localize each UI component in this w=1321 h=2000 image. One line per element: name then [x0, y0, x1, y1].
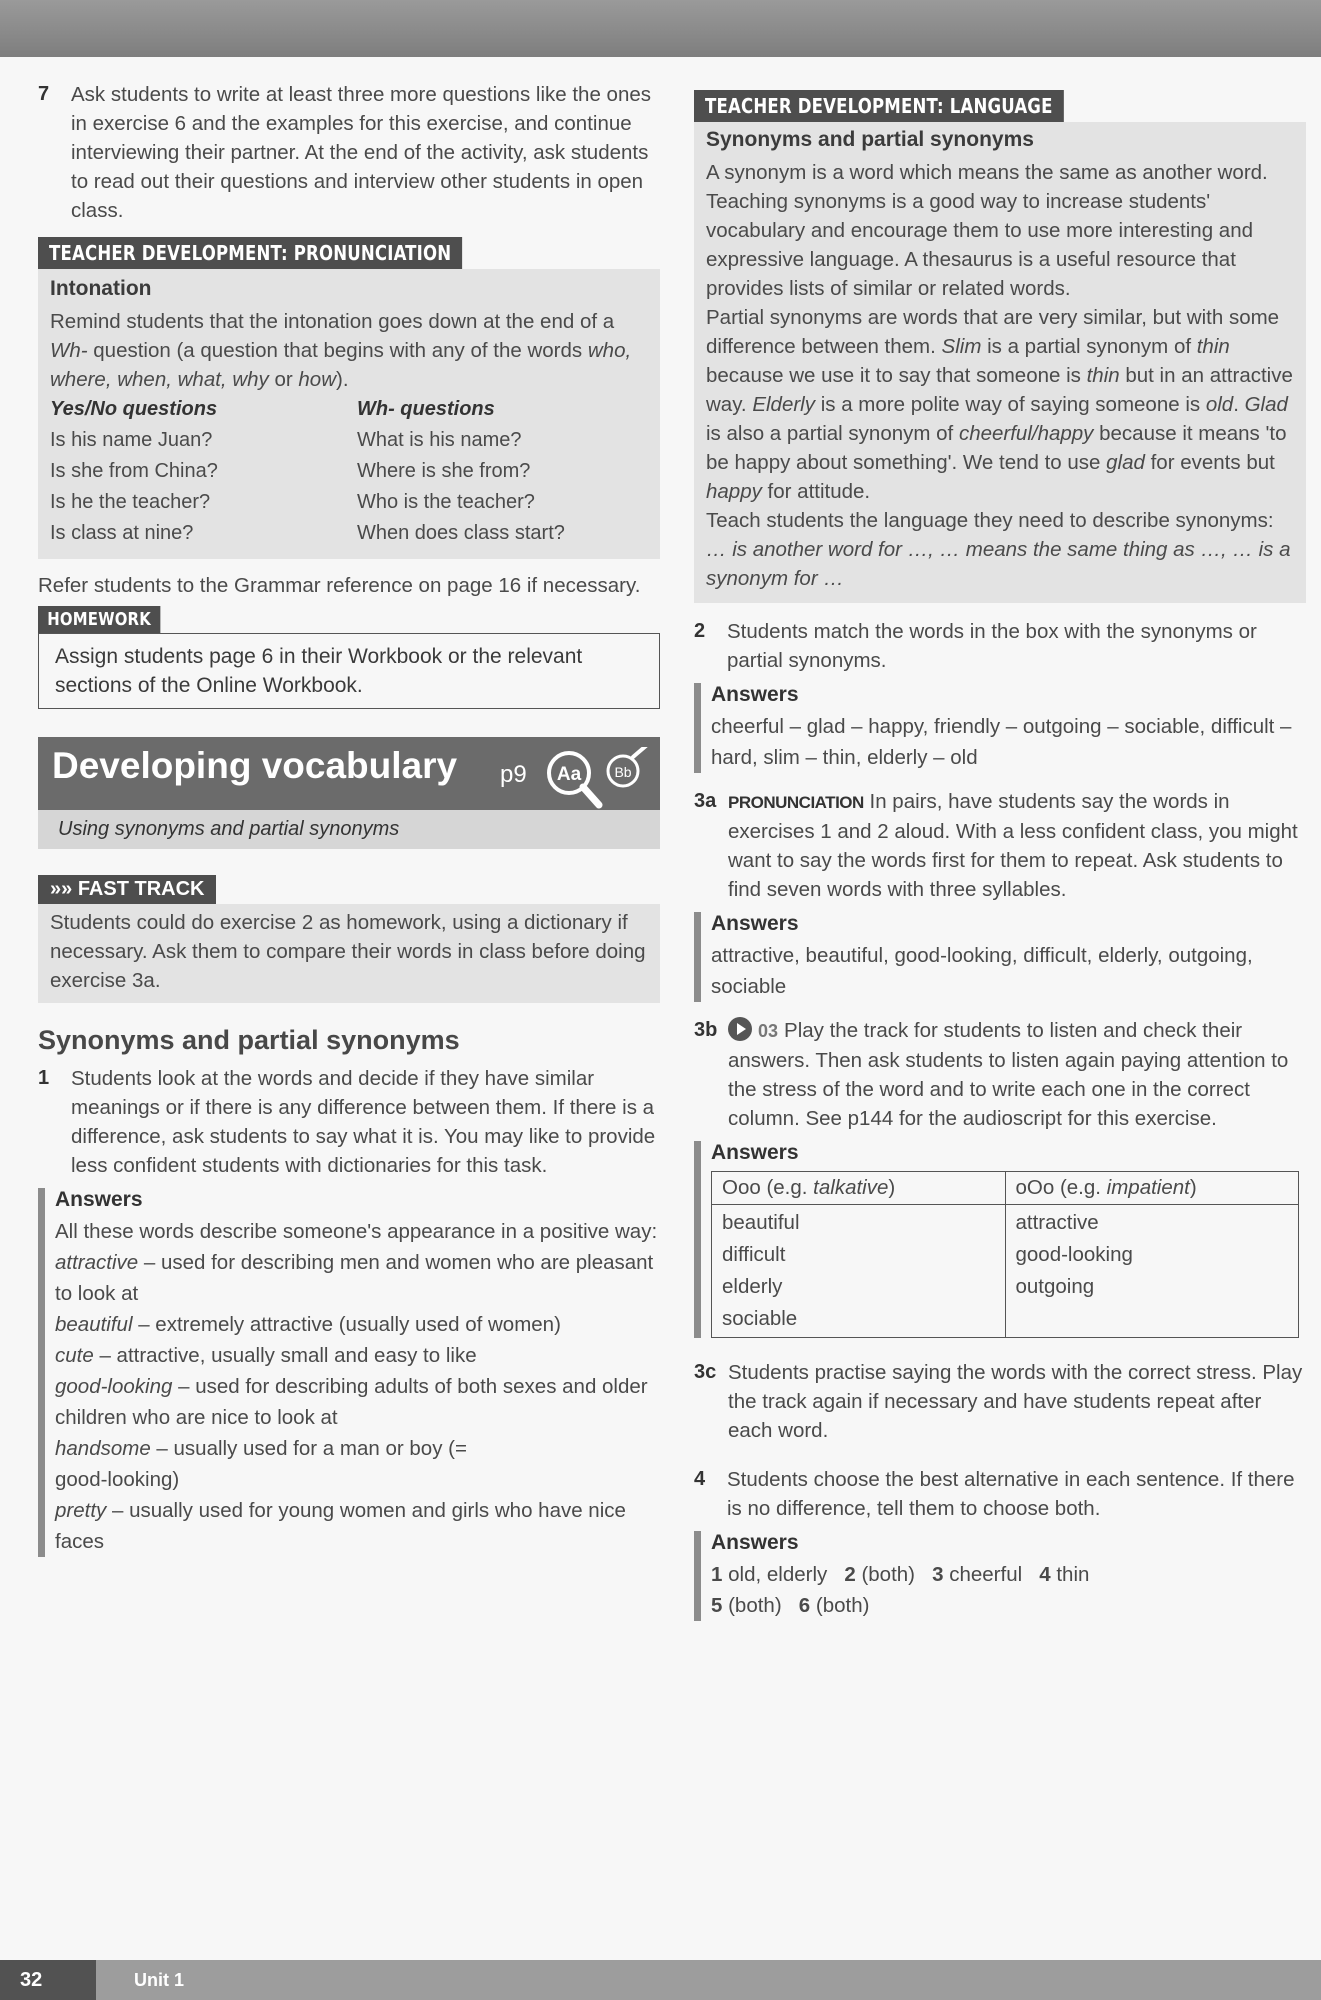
exercise-4	[694, 1465, 1306, 1523]
table-cell: Is his name Juan?	[50, 429, 213, 451]
pronunciation-tag: PRONUNCIATION	[728, 793, 864, 812]
exercise-text: Ask students to write at least three more questions like the ones in exercise 6 and the examples for this exercise, and continue interviewing their partner. At the end of the activity, ask students to read out their questions and interview other students in open class.	[71, 83, 651, 222]
exercise-number: 3c	[694, 1361, 717, 1383]
table-cell: Is she from China?	[50, 460, 218, 482]
left-column	[38, 80, 660, 1557]
section-title: Synonyms and partial synonyms	[38, 1025, 460, 1055]
exercise-text: Students match the words in the box with the synonyms or partial synonyms.	[727, 620, 1257, 672]
pronunciation-box	[38, 269, 660, 559]
icon-letters-bb: Bb	[614, 764, 632, 780]
exercise-text: Play the track for students to listen and check their answers. Then ask students to listen again paying attention to the stress of the word and to write each one in the correct column. See p144 for the audioscript for this exercise.	[728, 1019, 1289, 1130]
exercise-3c	[694, 1358, 1306, 1445]
exercise-3b	[694, 1016, 1306, 1133]
teacher-development-pronunciation	[38, 237, 660, 559]
grammar-reference-note: Refer students to the Grammar reference on page 16 if necessary.	[38, 574, 641, 597]
table-cell: What is his name?	[357, 429, 522, 451]
answers-exercise-4	[694, 1531, 1306, 1621]
definition-item: cute – attractive, usually small and easy to like	[55, 1344, 477, 1367]
section-label: TEACHER DEVELOPMENT: PRONUNCIATION	[38, 237, 462, 269]
answers-intro: All these words describe someone's appearance in a positive way:	[55, 1220, 658, 1243]
answers-exercise-2	[694, 683, 1306, 773]
answers-exercise-3a	[694, 912, 1306, 1002]
table-header: oOo (e.g. impatient)	[1005, 1172, 1299, 1205]
fast-track-section	[38, 849, 660, 1003]
table-cell: Is class at nine?	[50, 522, 194, 544]
top-bar	[0, 0, 1321, 57]
exercise-text: In pairs, have students say the words in exercises 1 and 2 aloud. With a less confident class, you might want to say the words first for them to repeat. Ask students to find seven words with three syllables.	[728, 790, 1298, 901]
answers-exercise-3b	[694, 1141, 1306, 1338]
intonation-text: Remind students that the intonation goes down at the end of a Wh- question (a question that begins with any of the words who, where, when, what, why or how).	[50, 310, 632, 391]
track-number: 03	[758, 1021, 779, 1041]
banner-subtitle: Using synonyms and partial synonyms	[38, 810, 660, 849]
section-label: TEACHER DEVELOPMENT: LANGUAGE	[694, 90, 1064, 122]
answers-heading: Answers	[55, 1188, 143, 1211]
definition-item: handsome – usually used for a man or boy (= good-looking)	[55, 1437, 467, 1491]
definition-item: good-looking – used for describing adults of both sexes and older children who are nice to look at	[55, 1375, 648, 1429]
table-cell: beautiful difficult elderly sociable	[712, 1205, 1006, 1338]
column-heading: Wh- questions	[357, 398, 495, 420]
play-audio-icon[interactable]	[728, 1017, 752, 1041]
table-cell: attractive good-looking outgoing	[1005, 1205, 1299, 1338]
exercise-text: Students choose the best alternative in each sentence. If there is no difference, tell them to choose both.	[727, 1468, 1295, 1520]
exercise-number: 1	[38, 1067, 50, 1089]
table-cell: Who is the teacher?	[357, 491, 535, 513]
exercise-number: 3a	[694, 790, 717, 812]
banner-title: Developing vocabulary	[52, 745, 458, 786]
dictionary-magnifier-icon	[543, 747, 653, 811]
answers-heading: Answers	[711, 1531, 799, 1554]
answers-exercise-1	[38, 1188, 660, 1557]
page-number: 32	[0, 1960, 96, 2000]
exercise-number: 7	[38, 83, 50, 105]
answers-text: attractive, beautiful, good-looking, difficult, elderly, outgoing, sociable	[711, 944, 1253, 998]
page-footer	[0, 1960, 1321, 2000]
answers-line: 5 (both) 6 (both)	[711, 1594, 870, 1617]
right-column	[694, 90, 1306, 1621]
subtitle: Intonation	[50, 277, 152, 300]
icon-letters-aa: Aa	[556, 764, 582, 785]
stress-table	[711, 1171, 1299, 1338]
answers-heading: Answers	[711, 1141, 799, 1164]
table-cell: When does class start?	[357, 522, 565, 544]
table-cell: Is he the teacher?	[50, 491, 211, 513]
answers-heading: Answers	[711, 912, 799, 935]
teacher-development-language	[694, 90, 1306, 603]
table-header: Ooo (e.g. talkative)	[712, 1172, 1006, 1205]
question-table	[50, 394, 644, 549]
subtitle: Synonyms and partial synonyms	[706, 128, 1034, 151]
homework-label: HOMEWORK	[38, 606, 160, 633]
unit-label: Unit 1	[134, 1970, 185, 1990]
paragraph: Teach students the language they need to describe synonyms: … is another word for …, … means the same thing as …, … is a synonym for …	[706, 509, 1291, 590]
page-reference: p9	[500, 761, 527, 788]
double-arrow-icon: »»	[50, 878, 73, 900]
definition-item: pretty – usually used for young women and girls who have nice faces	[55, 1499, 626, 1553]
paragraph: A synonym is a word which means the same as another word. Teaching synonyms is a good way to increase students' vocabulary and encourage them to use more interesting and expressive language. A thesaurus is a useful resource that provides lists of similar or related words.	[706, 161, 1268, 300]
answers-line: 1 old, elderly 2 (both) 3 cheerful 4 thin	[711, 1563, 1090, 1586]
table-cell: Where is she from?	[357, 460, 531, 482]
exercise-number: 4	[694, 1468, 706, 1490]
homework-box: Assign students page 6 in their Workbook or the relevant sections of the Online Workbook.	[38, 633, 660, 709]
exercise-2	[694, 617, 1306, 675]
answers-text: cheerful – glad – happy, friendly – outgoing – sociable, difficult – hard, slim – thin, elderly – old	[711, 715, 1292, 769]
developing-vocabulary-banner	[38, 737, 660, 810]
homework-section	[38, 606, 660, 709]
exercise-7	[38, 80, 660, 225]
fast-track-label: »» FAST TRACK	[38, 875, 216, 904]
exercise-text: Students look at the words and decide if they have similar meanings or if there is any difference between them. If there is a difference, ask students to say what it is. You may like to provide less confident students with dictionaries for this task.	[71, 1067, 656, 1177]
paragraph: Partial synonyms are words that are very similar, but with some difference between them. Slim is a partial synonym of thin because we use it to say that someone is thin but in an attractive way. Elderly is a more polite way of saying someone is old. Glad is also a partial synonym of cheerful/happy because it means 'to be happy about something'. We tend to use glad for events but happy for attitude.	[706, 306, 1293, 503]
exercise-text: Students practise saying the words with the correct stress. Play the track again if necessary and have students repeat after each word.	[728, 1361, 1303, 1442]
exercise-number: 2	[694, 620, 706, 642]
exercise-3a	[694, 787, 1306, 904]
exercise-number: 3b	[694, 1019, 718, 1041]
fast-track-text: Students could do exercise 2 as homework, using a dictionary if necessary. Ask them to compare their words in class before doing exercise 3a.	[38, 904, 660, 1003]
exercise-1	[38, 1064, 660, 1180]
definition-item: attractive – used for describing men and women who are pleasant to look at	[55, 1251, 654, 1305]
definition-item: beautiful – extremely attractive (usually used of women)	[55, 1313, 561, 1336]
language-box	[694, 122, 1306, 603]
answers-heading: Answers	[711, 683, 799, 706]
column-heading: Yes/No questions	[50, 398, 218, 420]
